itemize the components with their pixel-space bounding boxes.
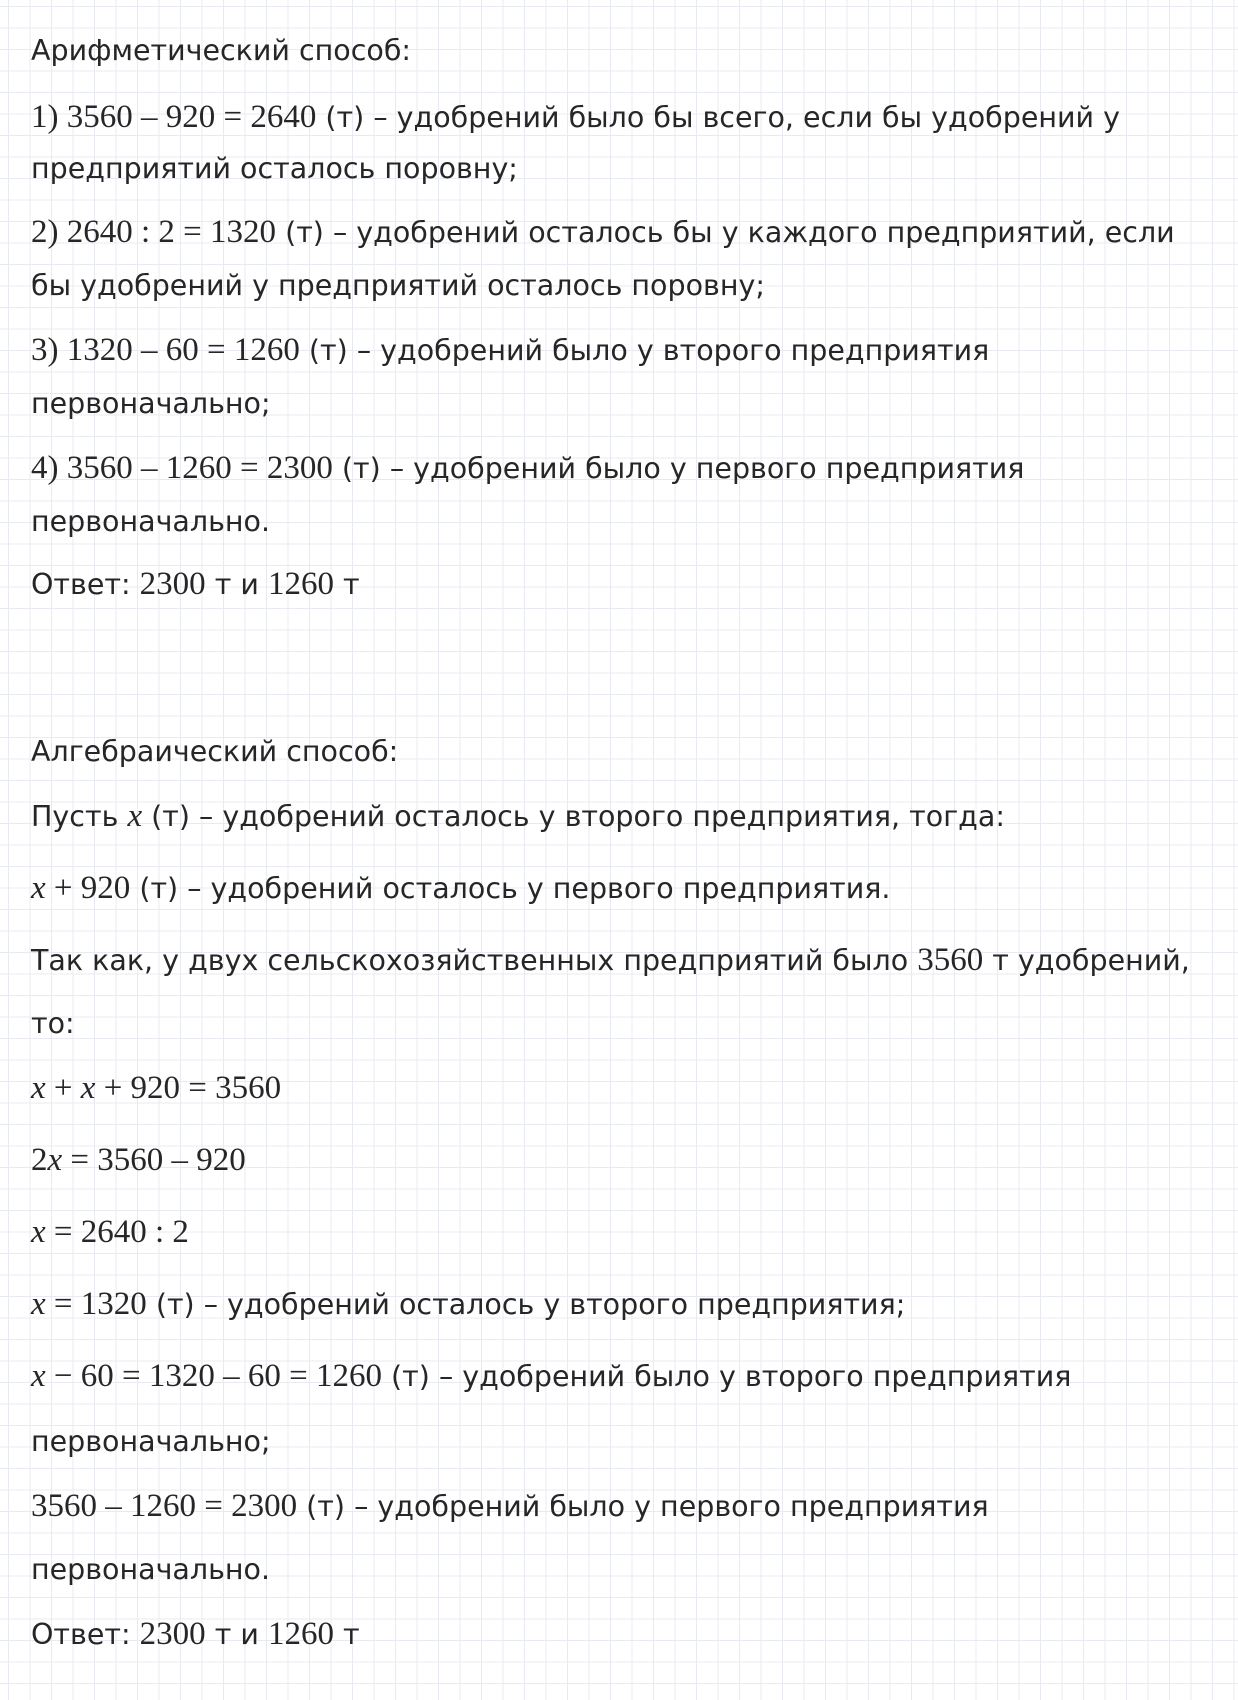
answer-unit: т	[333, 568, 360, 601]
equation-6	[31, 1486, 989, 1527]
arith-answer	[31, 564, 360, 605]
equation-4	[31, 1284, 905, 1325]
arith-step-4	[31, 448, 1024, 489]
alg-answer	[31, 1614, 360, 1655]
equation-2	[31, 1140, 246, 1181]
step-2-continuation: бы удобрений у предприятий осталось поровну;	[31, 269, 765, 302]
step-2-text: (т) – удобрений осталось бы у каждого предприятий, если	[276, 216, 1175, 249]
equation-6-text: (т) – удобрений было у первого предприятия	[297, 1490, 989, 1523]
step-3-continuation: первоначально;	[31, 387, 271, 420]
answer-separator: т и	[205, 1618, 268, 1651]
let-prefix: Пусть	[31, 800, 128, 833]
arithmetic-heading	[31, 31, 411, 71]
equation-5-cont	[31, 1422, 271, 1462]
variable-x: x	[31, 1214, 46, 1250]
step-4-expression: 4) 3560 – 1260 = 2300	[31, 450, 333, 486]
algebraic-heading	[31, 732, 398, 772]
line-3-text-b: т удобрений,	[983, 944, 1190, 977]
answer-unit: т	[333, 1618, 360, 1651]
answer-label: Ответ:	[31, 1618, 140, 1651]
line-3-number: 3560	[917, 942, 984, 978]
step-2-expression: 2) 2640 : 2 = 1320	[31, 214, 277, 250]
alg-line-2	[31, 868, 890, 909]
step-3-expression: 3) 1320 – 60 = 1260	[31, 332, 300, 368]
arith-step-1	[31, 97, 1120, 138]
equation-3-rest: = 2640 : 2	[45, 1214, 189, 1250]
variable-x: x	[31, 1070, 46, 1106]
arith-step-3	[31, 330, 989, 371]
equation-6-cont	[31, 1550, 270, 1590]
answer-value-a: 2300	[139, 1616, 206, 1652]
arith-step-3-cont	[31, 384, 271, 424]
line-2-expression: + 920	[45, 870, 131, 906]
line-3-continuation: то:	[31, 1007, 75, 1040]
line-3-text-a: Так как, у двух сельскохозяйственных предприятий было	[31, 944, 918, 977]
alg-line-3-cont	[31, 1004, 75, 1044]
variable-x: x	[31, 1286, 46, 1322]
step-1-text: (т) – удобрений было бы всего, если бы удобрений у	[316, 101, 1120, 134]
line-2-text: (т) – удобрений осталось у первого предприятия.	[130, 872, 891, 905]
equation-5-value: − 60 = 1320 – 60 = 1260	[45, 1358, 382, 1394]
equation-6-value: 3560 – 1260 = 2300	[31, 1488, 298, 1524]
answer-value-b: 1260	[267, 1616, 334, 1652]
variable-x: x	[127, 798, 143, 834]
arith-step-2-cont	[31, 266, 765, 306]
equation-1	[31, 1068, 281, 1109]
equation-5-text: (т) – удобрений было у второго предприятия	[382, 1360, 1072, 1393]
answer-value-a: 2300	[139, 566, 206, 602]
equation-6-continuation: первоначально.	[31, 1553, 271, 1586]
equation-4-value: = 1320	[45, 1286, 147, 1322]
heading-text: Алгебраический способ:	[31, 735, 399, 768]
equation-5-continuation: первоначально;	[31, 1425, 271, 1458]
variable-x: x	[47, 1142, 63, 1178]
heading-text: Арифметический способ:	[31, 34, 412, 67]
answer-separator: т и	[205, 568, 268, 601]
step-1-expression: 1) 3560 – 920 = 2640	[31, 99, 317, 135]
plus-sign: +	[45, 1070, 81, 1106]
variable-x: x	[80, 1070, 96, 1106]
step-4-continuation: первоначально.	[31, 505, 271, 538]
variable-x: x	[31, 870, 46, 906]
answer-label: Ответ:	[31, 568, 140, 601]
equation-5	[31, 1356, 1071, 1397]
alg-let-line	[31, 796, 1005, 837]
step-1-continuation: предприятий осталось поровну;	[31, 152, 518, 185]
arith-step-2	[31, 212, 1175, 253]
equation-1-rest: + 920 = 3560	[95, 1070, 282, 1106]
equation-4-text: (т) – удобрений осталось у второго предприятия;	[146, 1288, 906, 1321]
answer-value-b: 1260	[267, 566, 334, 602]
step-3-text: (т) – удобрений было у второго предприятия	[299, 334, 990, 367]
arith-step-1-cont	[31, 149, 518, 189]
step-4-text: (т) – удобрений было у первого предприятия	[332, 452, 1025, 485]
let-text: (т) – удобрений осталось у второго предприятия, тогда:	[142, 800, 1005, 833]
variable-x: x	[31, 1358, 46, 1394]
equation-3	[31, 1212, 189, 1253]
equation-2-rest: = 3560 – 920	[62, 1142, 246, 1178]
arith-step-4-cont	[31, 502, 270, 542]
alg-line-3	[31, 940, 1190, 981]
coefficient: 2	[31, 1142, 48, 1178]
